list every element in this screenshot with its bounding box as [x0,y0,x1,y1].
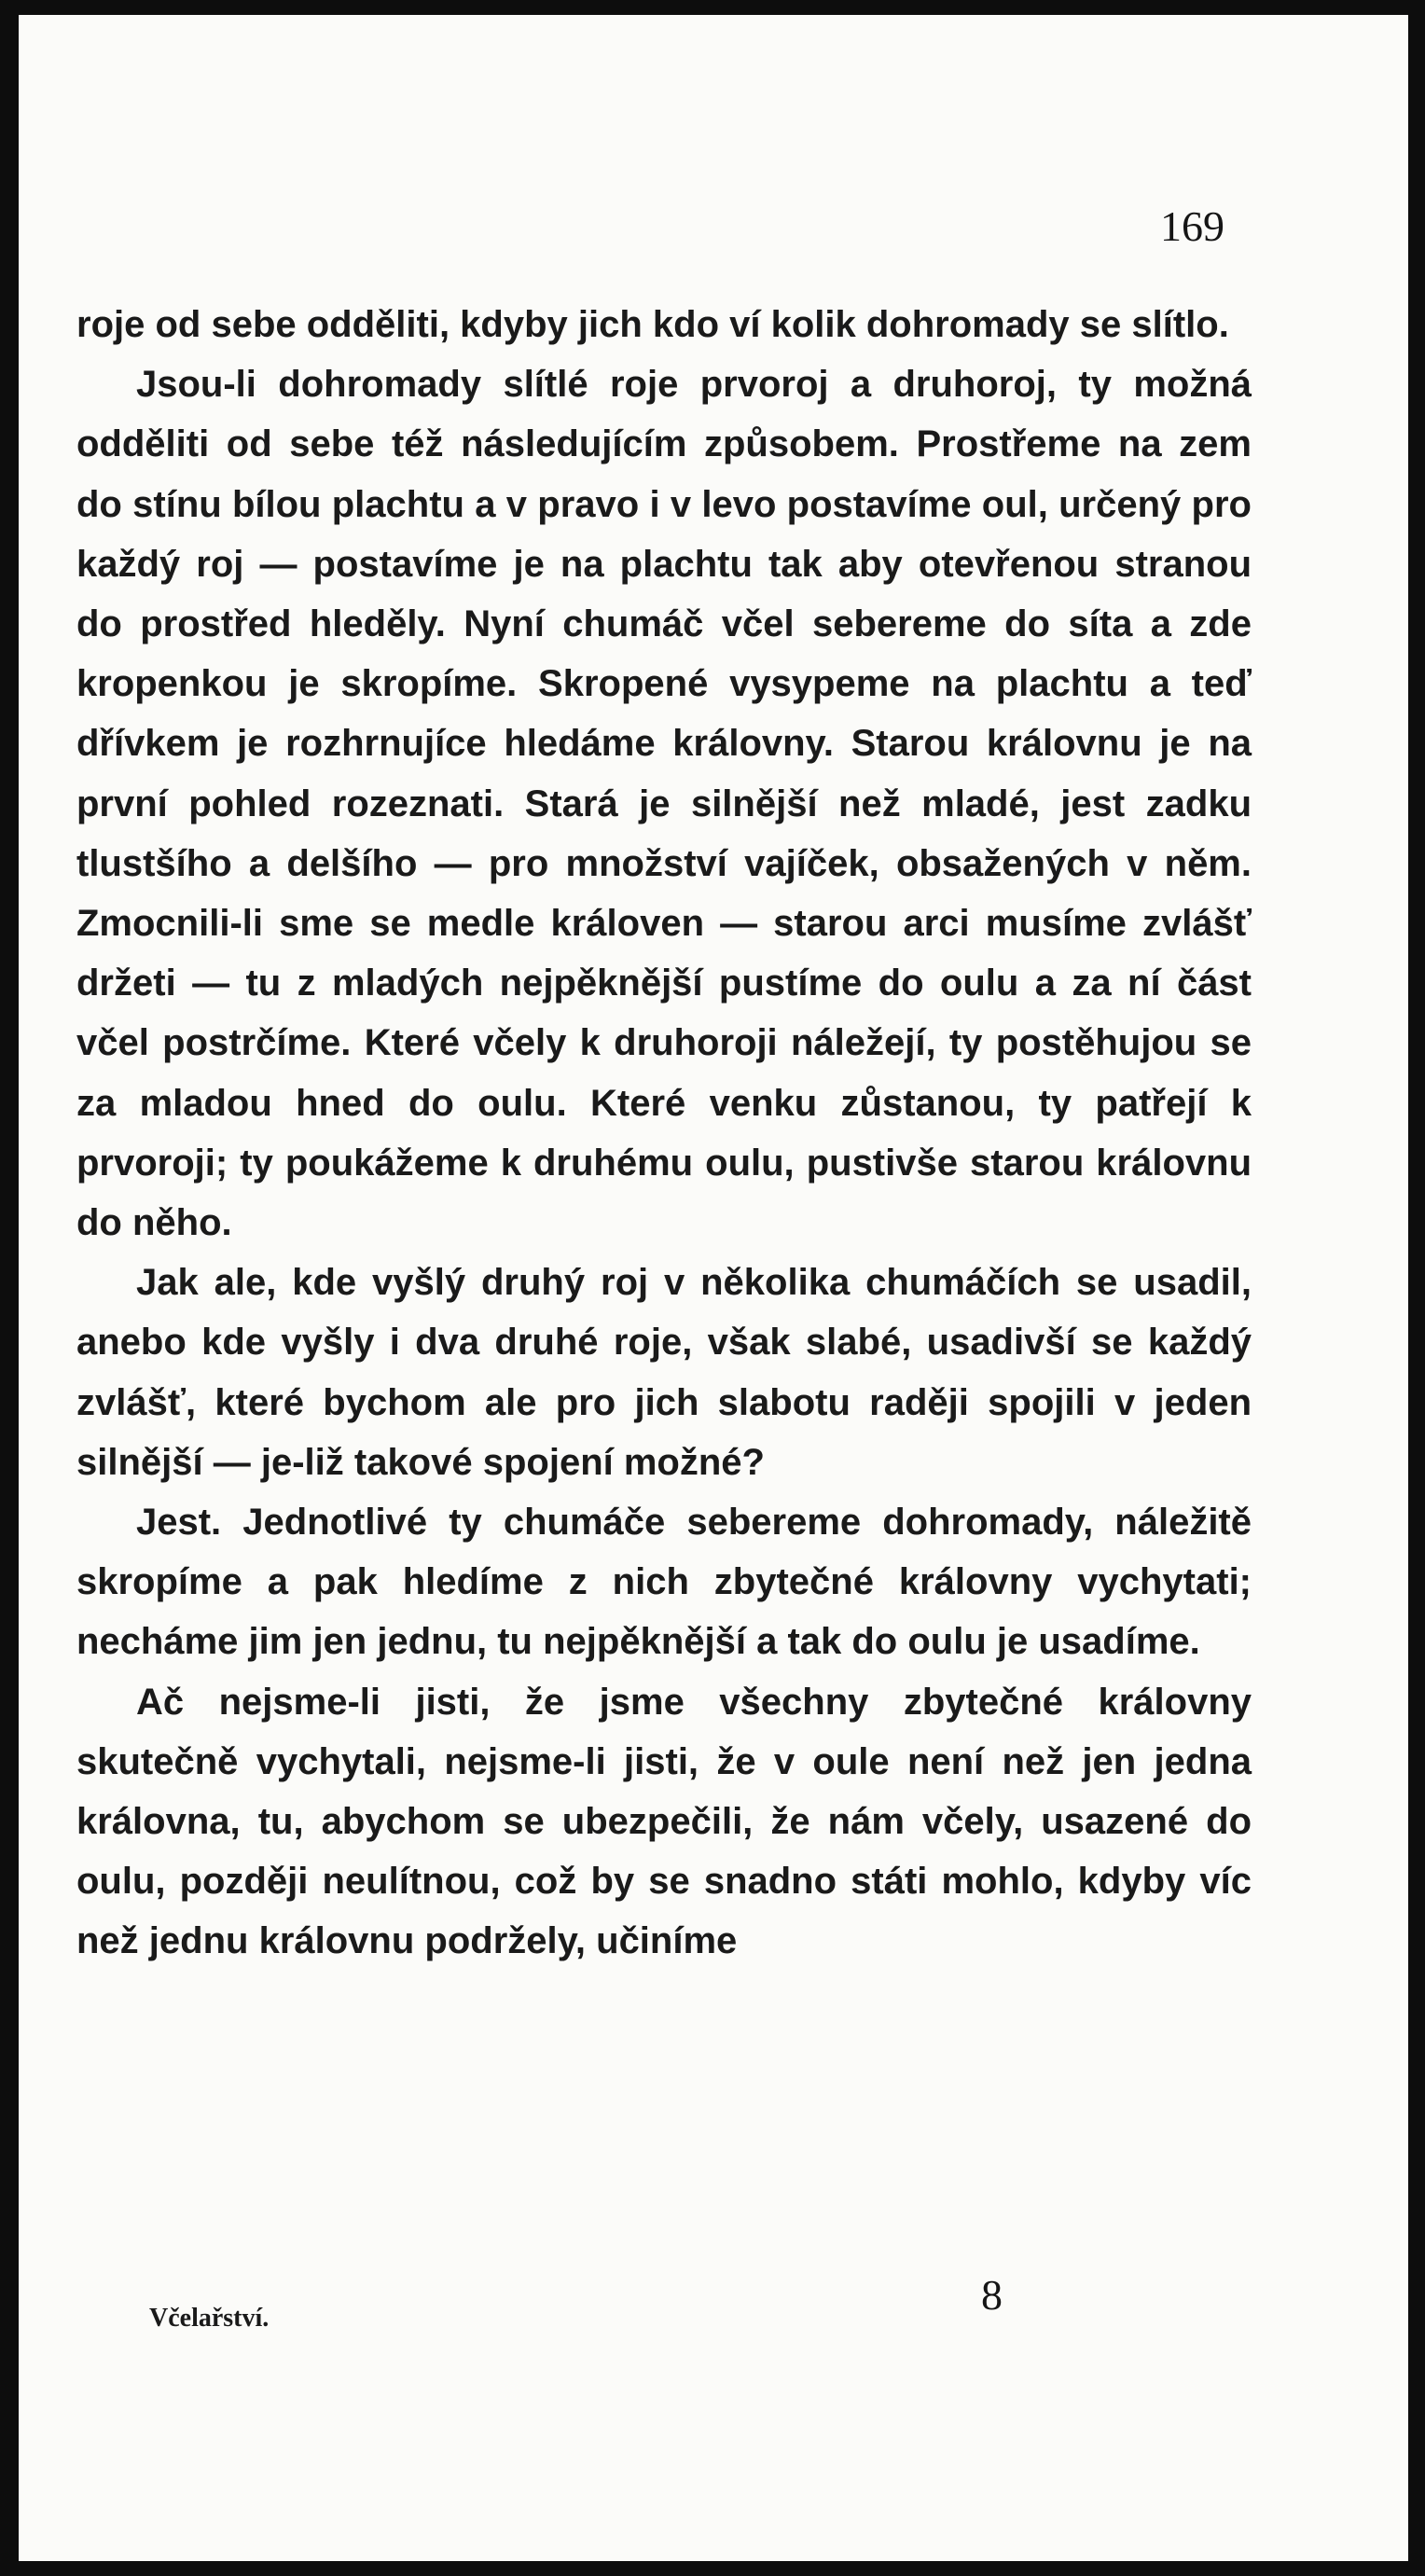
paragraph-2: Jsou-li dohromady slítlé roje prvoroj a druhoroj, ty možná odděliti od sebe též následujícím způsobem. Prostřeme na zem do stínu bílou plachtu a v pravo i v levo postavíme oul, určený pro každý roj — postavíme je na plachtu tak aby otevřenou stranou do prostřed hleděly. Nyní chumáč včel sebereme do síta a zde kropenkou je skropíme. Skropené vysypeme na plachtu a teď dřívkem je rozhrnujíce hledáme královny. Starou královnu je na první pohled rozeznati. Stará je silnější než mladé, jest zadku tlustšího a delšího — pro množství vajíček, obsažených v něm. Zmocnili-li sme se medle královen — starou arci musíme zvlášť držeti — tu z mladých nejpěknější pustíme do oulu a za ní část včel postrčíme. Které včely k druhoroji náležejí, ty postěhujou se za mladou hned do oulu. Které venku zůstanou, ty patřejí k prvoroji; ty poukážeme k druhému oulu, pustivše starou královnu do něho. [76,364,1252,1244]
paragraph-4: Jest. Jednotlivé ty chumáče sebereme dohromady, náležitě skropíme a pak hledíme z nich zbytečné královny vychytati; necháme jim jen jednu, tu nejpěknější a tak do oulu je usadíme. [76,1502,1252,1663]
printer-signature: Včelařství. [149,2304,270,2333]
body-text [76,295,1252,1972]
book-page [19,15,1408,2561]
paragraph-5: Ač nejsme-li jisti, že jsme všechny zbytečné královny skutečně vychytali, nejsme-li jisti, že v oule není než jen jedna královna, tu, abychom se ubezpečili, že nám včely, usazené do oulu, později neulítnou, což by se snadno státi mohlo, kdyby víc než jednu královnu podržely, učiníme [76,1681,1252,1962]
paragraph-3: Jak ale, kde vyšlý druhý roj v několika chumáčích se usadil, anebo kde vyšly i dva druhé roje, však slabé, usadivší se každý zvlášť, které bychom ale pro jich slabotu raději spojili v jeden silnější — je-liž takové spojení možné? [76,1262,1252,1483]
page-number: 169 [1160,202,1224,250]
paragraph-1: roje od sebe odděliti, kdyby jich kdo ví kolik dohromady se slítlo. [76,304,1229,345]
sheet-mark: 8 [981,2271,1003,2319]
